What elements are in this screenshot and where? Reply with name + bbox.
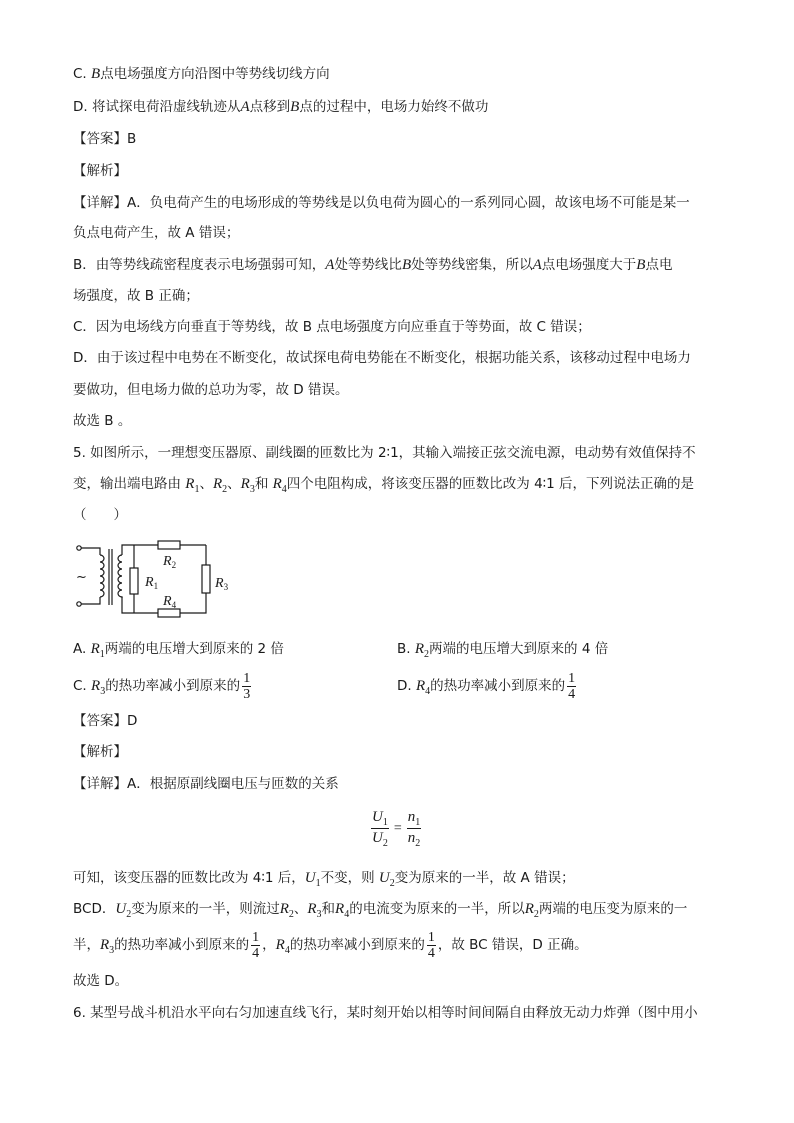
var-r3: $R_3$ xyxy=(307,901,322,920)
text: 和 xyxy=(254,476,269,492)
var-r3: $R_3$ xyxy=(100,937,115,956)
text: 、 xyxy=(293,901,308,917)
var: $R_4$ xyxy=(415,678,431,697)
text: 变为原来的一半，故 A 错误； xyxy=(394,870,575,886)
option-label: D. xyxy=(397,678,416,694)
q5-bcd-line2 xyxy=(73,927,588,965)
option-text: 点移到 xyxy=(249,99,291,115)
var-r1: $R_1$ xyxy=(185,476,200,495)
fraction: $\frac{1}{3}$ xyxy=(243,670,251,702)
var-u2: $U_2$ xyxy=(115,901,132,920)
text: 的热功率减小到原来的 xyxy=(114,937,250,953)
text: 的热功率减小到原来的 xyxy=(289,937,425,953)
text: 变，输出端电路由 xyxy=(73,476,181,492)
resistor-r2 xyxy=(158,541,180,549)
var-r2: $R_2$ xyxy=(279,901,294,920)
text: 点电 xyxy=(645,257,673,273)
text: 、 xyxy=(199,476,213,492)
option-text: 点的过程中，电场力始终不做功 xyxy=(299,99,489,115)
text: 和 xyxy=(321,901,336,917)
transformer-circuit-diagram xyxy=(70,535,240,625)
text: 处等势线密集，所以 xyxy=(411,257,533,273)
text: ，故 BC 错误，D 正确。 xyxy=(437,937,588,953)
var-r2: $R_2$ xyxy=(212,476,228,495)
answer-value: D xyxy=(127,713,138,729)
q5-detail-a: 【详解】A．根据原副线圈电压与匝数的关系 xyxy=(73,776,339,792)
var: B xyxy=(91,66,101,82)
text: 、 xyxy=(227,476,241,492)
voltage-turns-formula xyxy=(369,808,423,849)
q5-option-c xyxy=(73,668,253,706)
text: 处等势线比 xyxy=(334,257,402,273)
answer-tag: 【答案】 xyxy=(73,131,127,147)
text: 变为原来的一半，则流过 xyxy=(131,901,280,917)
text: 的电流变为原来的一半，所以 xyxy=(349,901,525,917)
fraction: $\frac{1}{4}$ xyxy=(568,670,576,702)
var: B xyxy=(401,257,412,273)
q4-detail-b-line1 xyxy=(73,255,672,275)
fraction: $\frac{1}{4}$ xyxy=(427,929,435,961)
ac-source-symbol: ~ xyxy=(76,570,87,585)
label-r4: $R_4$ xyxy=(163,594,177,610)
q4-option-d xyxy=(73,97,488,117)
resistor-r1 xyxy=(130,568,138,594)
q4-choose: 故选 B 。 xyxy=(73,413,132,429)
answer-tag: 【答案】 xyxy=(73,713,127,729)
text: 两端的电压变为原来的一 xyxy=(538,901,688,917)
var-r2: $R_2$ xyxy=(524,901,539,920)
option-text: D. 将试探电荷沿虚线轨迹从 xyxy=(73,99,241,115)
text: 点电场强度大于 xyxy=(541,257,637,273)
option-label: C. xyxy=(73,66,92,82)
q4-option-c xyxy=(73,64,330,84)
var-r4: $R_4$ xyxy=(335,901,350,920)
q4-answer xyxy=(73,129,136,149)
var-u1: $U_1$ xyxy=(304,870,321,889)
fraction-n: $\frac{n_1}{n_2}$ xyxy=(407,809,421,849)
var: A xyxy=(532,257,542,273)
q5-stem-line1: 5. 如图所示，一理想变压器原、副线圈的匝数比为 2∶1，其输入端接正弦交流电源，电动势有效值保持不 xyxy=(73,445,696,461)
var-r4: $R_4$ xyxy=(275,937,290,956)
var: A xyxy=(325,257,335,273)
text: 半， xyxy=(73,937,100,953)
q5-bcd-line1 xyxy=(73,899,687,921)
primary-coil xyxy=(100,555,104,597)
var: $R_3$ xyxy=(91,678,106,697)
var: A xyxy=(240,99,250,115)
var-r3: $R_3$ xyxy=(240,476,255,495)
option-text: 的热功率减小到原来的 xyxy=(430,678,566,694)
option-text: 点电场强度方向沿图中等势线切线方向 xyxy=(100,66,330,82)
var-r4: $R_4$ xyxy=(272,476,287,495)
q4-detail-c: C．因为电场线方向垂直于等势线，故 B 点电场强度方向应垂直于等势面，故 C 错误； xyxy=(73,319,591,335)
text: 四个电阻构成，将该变压器的匝数比改为 4∶1 后，下列说法正确的是 xyxy=(286,476,695,492)
q4-detail-a-line1: 【详解】A．负电荷产生的电场形成的等势线是以负电荷为圆心的一系列同心圆，故该电场不可能是某一 xyxy=(73,195,690,211)
text: 可知，该变压器的匝数比改为 4∶1 后， xyxy=(73,870,305,886)
var-u2: $U_2$ xyxy=(378,870,395,889)
label-r2: $R_2$ xyxy=(163,554,177,570)
q4-detail-a-line2: 负点电荷产生，故 A 错误； xyxy=(73,225,240,241)
equals-sign: = xyxy=(393,820,402,836)
resistor-r4 xyxy=(158,609,180,617)
text: B．由等势线疏密程度表示电场强弱可知， xyxy=(73,257,326,273)
q5-option-a xyxy=(73,639,284,661)
fraction: $\frac{1}{4}$ xyxy=(252,929,260,961)
option-text: 两端的电压增大到原来的 2 倍 xyxy=(104,641,284,657)
option-text: 的热功率减小到原来的 xyxy=(105,678,241,694)
text: 不变，则 xyxy=(320,870,375,886)
q5-option-d xyxy=(397,668,578,706)
q5-stem-line2 xyxy=(73,474,694,496)
q4-detail-b-line2: 场强度，故 B 正确； xyxy=(73,288,199,304)
var: B xyxy=(290,99,300,115)
q5-conclusion-line xyxy=(73,868,575,890)
var: $R_1$ xyxy=(90,641,105,660)
option-label: B. xyxy=(397,641,415,657)
fraction-u: $\frac{U_1}{U_2}$ xyxy=(372,809,388,849)
q4-detail-d-line1: D．由于该过程中电势在不断变化，故试探电荷电势能在不断变化，根据功能关系，该移动过程中电场力 xyxy=(73,350,691,366)
option-text: 两端的电压增大到原来的 4 倍 xyxy=(429,641,609,657)
text: BCD． xyxy=(73,901,116,917)
q6-stem-line1: 6. 某型号战斗机沿水平向右匀加速直线飞行，某时刻开始以相等时间间隔自由释放无动力炸弹（图中用小 xyxy=(73,1005,698,1021)
option-label: C. xyxy=(73,678,92,694)
label-r3: $R_3$ xyxy=(215,576,229,592)
option-label: A. xyxy=(73,641,91,657)
resistor-r3 xyxy=(202,565,210,593)
input-terminal-top xyxy=(77,546,81,550)
q5-analysis-tag: 【解析】 xyxy=(73,744,127,760)
q5-answer xyxy=(73,711,137,731)
text: ， xyxy=(262,937,276,953)
secondary-coil xyxy=(118,555,122,597)
q5-option-b xyxy=(397,639,608,661)
var: B xyxy=(636,257,646,273)
input-terminal-bottom xyxy=(77,602,81,606)
q4-detail-d-line2: 要做功，但电场力做的总功为零，故 D 错误。 xyxy=(73,382,349,398)
q4-analysis-tag: 【解析】 xyxy=(73,163,127,179)
var: $R_2$ xyxy=(414,641,430,660)
label-r1: $R_1$ xyxy=(145,575,159,591)
answer-value: B xyxy=(127,131,137,147)
q5-stem-line3: （ ） xyxy=(73,507,127,523)
q5-choose: 故选 D。 xyxy=(73,973,129,989)
